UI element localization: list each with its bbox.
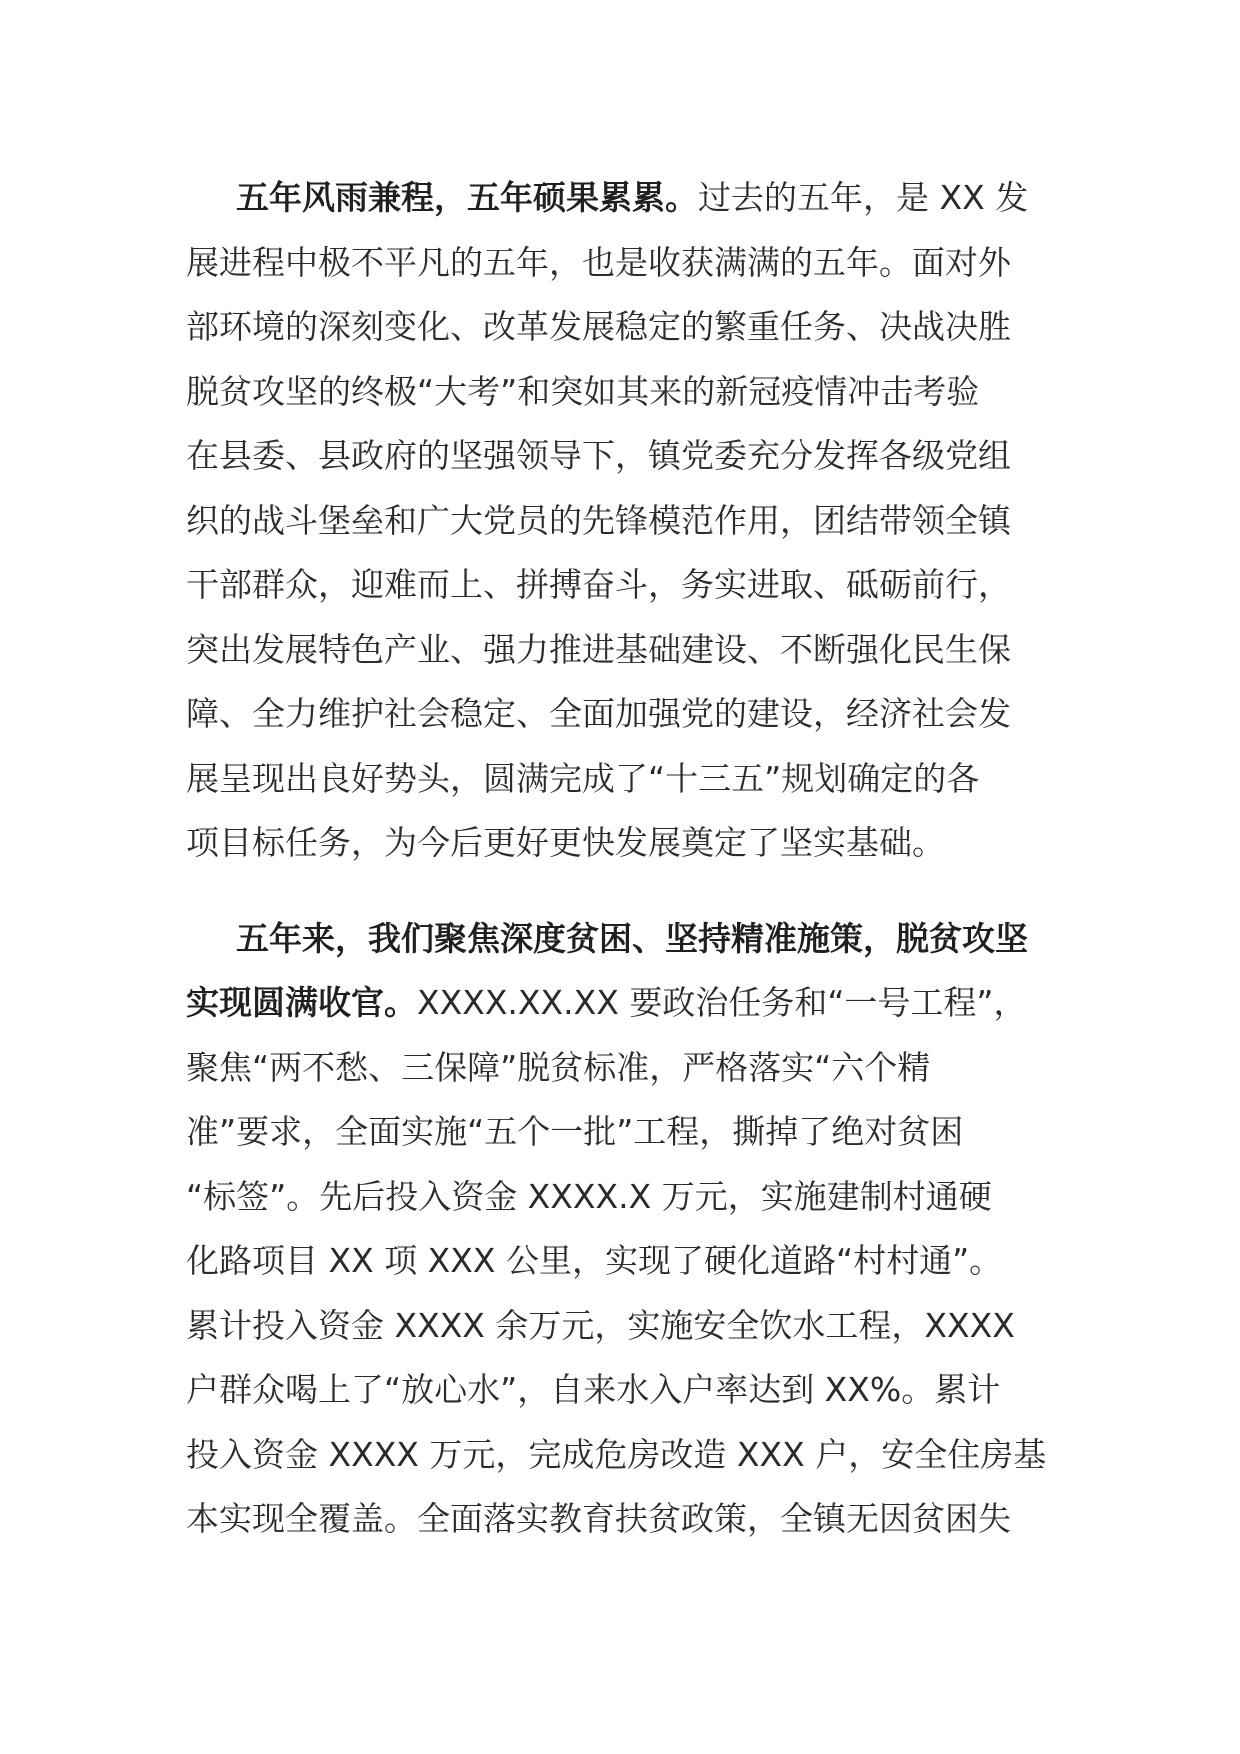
text-line	[186, 1100, 1086, 1165]
text-line	[186, 811, 1086, 876]
line-text: 障、全力维护社会稳定、全面加强党的建设，经济社会发	[186, 694, 1011, 733]
line-text: 累计投入资金 XXXX 余万元，实施安全饮水工程，XXXX	[186, 1305, 1015, 1345]
line-text: 脱贫攻坚的终极“大考”和突如其来的新冠疫情冲击考验	[186, 371, 980, 411]
text-line	[186, 682, 1086, 747]
text-line	[186, 1358, 1086, 1423]
text-line	[186, 489, 1086, 554]
line-text: 准”要求，全面实施“五个一批”工程，撕掉了绝对贫困	[186, 1112, 964, 1151]
line-text: 投入资金 XXXX 万元，完成危房改造 XXX 户，安全住房基	[186, 1434, 1047, 1474]
line-text: 过去的五年，是 XX 发	[698, 178, 1029, 217]
line-text: 聚焦“两不愁、三保障”脱贫标准，严格落实“六个精	[186, 1047, 931, 1087]
lead-sentence: 实现圆满收官。	[186, 983, 417, 1022]
text-line	[186, 1423, 1086, 1488]
paragraph-achievements	[186, 166, 1086, 876]
line-text: 户群众喝上了“放心水”，自来水入户率达到 XX%。累计	[186, 1370, 1001, 1409]
line-text: 在县委、县政府的坚强领导下，镇党委充分发挥各级党组	[186, 436, 1011, 475]
text-line	[186, 1487, 1086, 1552]
text-line	[186, 1036, 1086, 1101]
document-body	[186, 166, 1086, 1583]
line-text: 织的战斗堡垒和广大党员的先锋模范作用，团结带领全镇	[186, 500, 1011, 540]
line-text: XXXX.XX.XX 要政治任务和“一号工程”，	[417, 983, 1027, 1022]
text-line	[186, 747, 1086, 812]
line-text: 展进程中极不平凡的五年，也是收获满满的五年。面对外	[186, 242, 1011, 282]
line-text: 干部群众，迎难而上、拼搏奋斗，务实进取、砥砺前行，	[186, 565, 1011, 604]
text-line	[186, 971, 1086, 1036]
text-line	[186, 553, 1086, 618]
line-text: 突出发展特色产业、强力推进基础建设、不断强化民生保	[186, 629, 1011, 669]
text-line	[186, 618, 1086, 683]
text-line	[186, 360, 1086, 425]
text-line	[186, 295, 1086, 360]
line-text: 展呈现出良好势头，圆满完成了“十三五”规划确定的各	[186, 758, 980, 798]
lead-sentence: 五年来，我们聚焦深度贫困、坚持精准施策，脱贫攻坚	[236, 918, 1028, 958]
text-line	[186, 907, 1086, 972]
text-line	[186, 231, 1086, 296]
text-line	[186, 1165, 1086, 1230]
line-text: “标签”。先后投入资金 XXXX.X 万元，实施建制村通硬	[186, 1176, 992, 1216]
text-line	[186, 424, 1086, 489]
lead-sentence: 五年风雨兼程，五年硕果累累。	[236, 178, 698, 217]
line-text: 部环境的深刻变化、改革发展稳定的繁重任务、决战决胜	[186, 307, 1011, 346]
text-line	[186, 166, 1086, 231]
text-line	[186, 1229, 1086, 1294]
line-text: 化路项目 XX 项 XXX 公里，实现了硬化道路“村村通”。	[186, 1241, 1003, 1280]
line-text: 项目标任务，为今后更好更快发展奠定了坚实基础。	[186, 823, 945, 862]
paragraph-poverty-alleviation	[186, 907, 1086, 1552]
text-line	[186, 1294, 1086, 1359]
line-text: 本实现全覆盖。全面落实教育扶贫政策，全镇无因贫困失	[186, 1499, 1011, 1538]
